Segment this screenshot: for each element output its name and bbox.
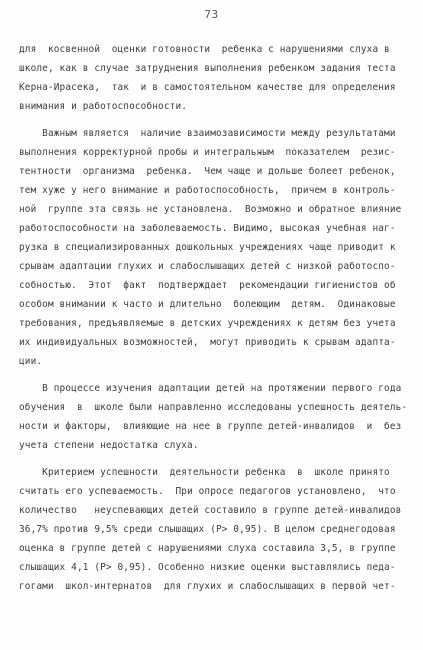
text-line: их индивидуальных возможностей, могут приводить к срывам адапта-	[19, 337, 396, 348]
text-line: особом внимании к часто и длительно болеющим детям. Одинаковые	[19, 299, 396, 310]
text-line: выполнения корректурной пробы и интегральным показателем резис-	[19, 147, 396, 158]
text-line: 36,7% против 9,5% среди слышащих (P> 0,95). В целом среднегодовая	[19, 524, 396, 535]
text-line: считать его успеваемость. При опросе педагогов установлено, что	[19, 486, 396, 497]
text-line: оценка в группе детей с нарушениями слуха составила 3,5, в группе	[19, 543, 396, 554]
text-line: срывам адаптации глухих и слабослышащих детей с низкой работоспо-	[19, 261, 396, 272]
text-line: требования, предъявляемые в детских учреждениях к детям без учета	[19, 318, 396, 329]
text-line: для косвенной оценки готовности ребенка с нарушениями слуха в	[19, 44, 390, 55]
page-number: 73	[204, 8, 219, 21]
text-line: школе, как в случае затруднения выполнения ребенком задания теста	[19, 63, 396, 74]
text-line: рузка в специализированных дошкольных учреждениях чаще приводит к	[19, 242, 396, 253]
text-line: работоспособности на заболеваемость. Видимо, высокая учебная наг-	[19, 223, 396, 234]
text-line: внимания и работоспособности.	[19, 101, 188, 112]
text-line: собностью. Этот факт подтверждает рекомендации гигиенистов об	[19, 280, 396, 291]
text-line: ности и факторы, влияющие на нее в группе детей-инвалидов и без	[19, 421, 402, 432]
text-line: гогами школ-интернатов для глухих и слабослышащих в первой чет-	[19, 581, 396, 592]
text-line: слышащих 4,1 (P> 0,95). Особенно низкие оценки выставлялись педа-	[19, 562, 396, 573]
text-line: количество неуспевающих детей составило в группе детей-инвалидов	[19, 505, 402, 516]
text-line: В процессе изучения адаптации детей на протяжении первого года	[19, 383, 402, 394]
text-line: учета степени недостатка слуха.	[19, 440, 199, 451]
text-line: тем хуже у него внимание и работоспособность, причем в контроль-	[19, 185, 396, 196]
text-line: тентности организма ребенка. Чем чаще и дольше болеет ребенок,	[19, 166, 396, 177]
text-line: Важным является наличие взаимозависимости между результатами	[19, 128, 396, 139]
text-line: Керна-Ирасека, так и в самостоятельном качестве для определения	[19, 82, 396, 93]
text-line: Критерием успешности деятельности ребенка в школе принято	[19, 467, 390, 478]
text-line: ции.	[19, 356, 43, 367]
text-line: обучения в школе были направленно исследованы успешность деятель-	[19, 402, 407, 413]
text-line: ной группе эта связь не установлена. Возможно и обратное влияние	[19, 204, 402, 215]
